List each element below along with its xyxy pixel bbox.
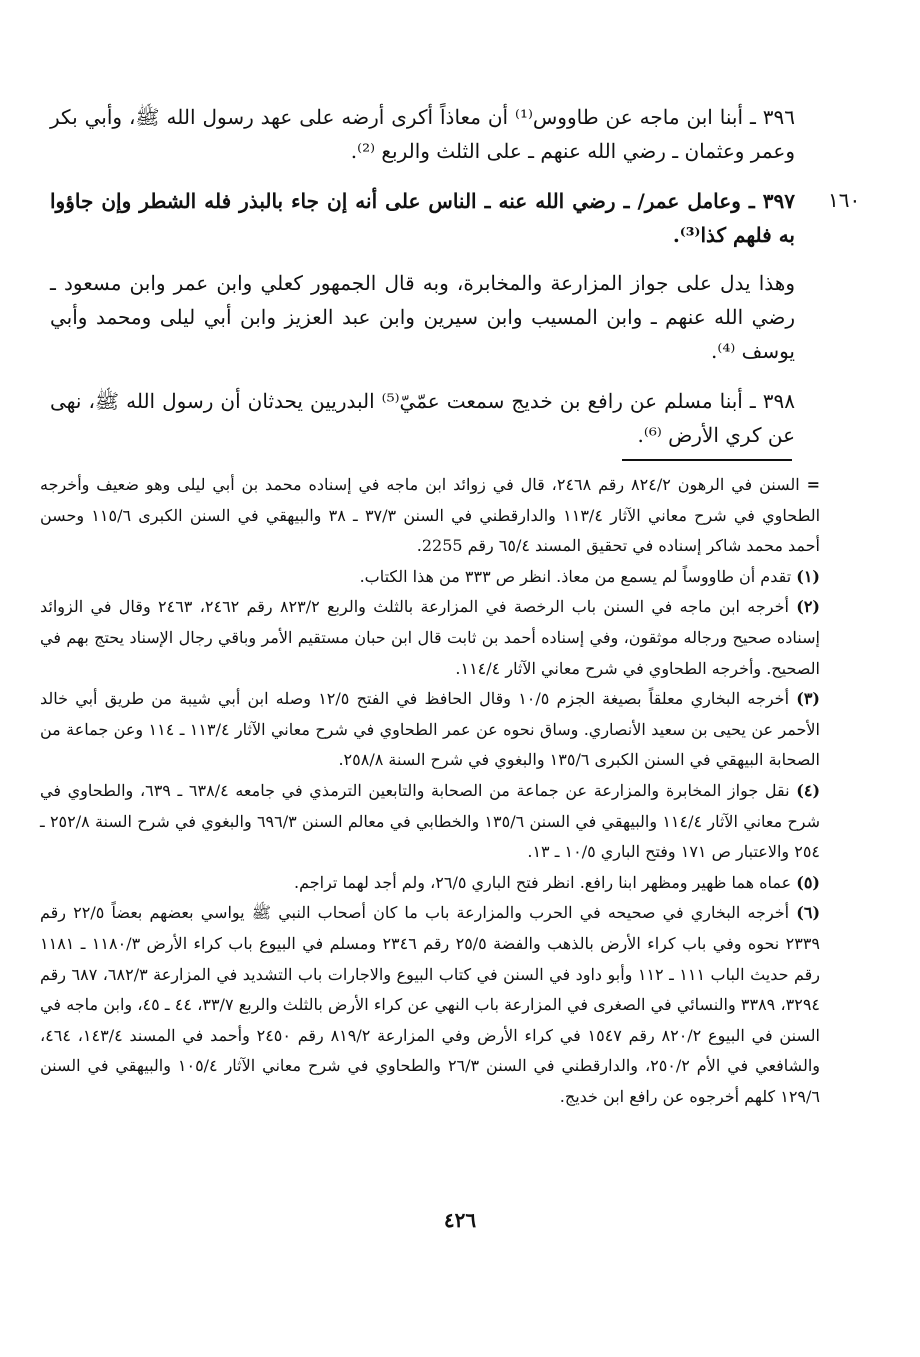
footnote-continued xyxy=(40,470,820,562)
footnote-marker: (٤) xyxy=(796,780,821,800)
footnote-marker: (٦) xyxy=(796,903,821,923)
paragraph-396: ٣٩٦ ـ أبنا ابن ماجه عن طاووس⁽¹⁾ أن معاذاً أكرى أرضه على عهد رسول الله ﷺ، وأبي بكر وعمر وعثمان ـ رضي الله عنهم ـ على الثلث والربع ⁽²⁾. xyxy=(50,105,795,163)
paragraph-397: ٣٩٧ ـ وعامل عمر/ ـ رضي الله عنه ـ الناس على أنه إن جاء بالبذر فله الشطر وإن جاؤوا به فلهم كذا⁽³⁾. xyxy=(50,189,796,247)
footnote-text: أخرجه ابن ماجه في السنن باب الرخصة في المزارعة بالثلث والربع ٨٢٣/٢ رقم ٢٤٦٢، ٢٤٦٣ وقال في الزوائد إسناده صحيح ورجاله موثقون، وفي إسناده أحمد بن ثابت قال ابن حبان مستقيم الأمر وباقي رجال الإسناد يحتج بهم في الصحيح. وأخرجه الطحاوي في شرح معاني الآثار ١١٤/٤. xyxy=(40,597,820,678)
footnote-text: أخرجه البخاري معلقاً بصيغة الجزم ١٠/٥ وقال الحافظ في الفتح ١٢/٥ وصله ابن أبي شيبة من طريق أبي خالد الأحمر عن يحيى بن سعيد الأنصاري. وساق نحوه عن عمر الطحاوي في شرح معاني الآثار ١١٣/٤ ـ ١١٤ وعن جماعة من الصحابة البيهقي في السنن الكبرى ١٣٥/٦ والبغوي في شرح السنة ٢٥٨/٨. xyxy=(40,689,820,770)
paragraph-commentary: وهذا يدل على جواز المزارعة والمخابرة، وبه قال الجمهور كعلي وابن عمر وابن مسعود ـ رضي الله عنهم ـ وابن المسيب وابن سيرين وابن عبد العزيز وابن أبي ليلى ومحمد وأبي يوسف ⁽⁴⁾. xyxy=(50,271,795,363)
footnote-marker: (٢) xyxy=(796,597,820,617)
footnote-2 xyxy=(40,592,820,684)
footnote-text: أخرجه البخاري في صحيحه في الحرب والمزارعة باب ما كان أصحاب النبي ﷺ يواسي بعضهم بعضاً ٢٢/٥ رقم ٢٣٣٩ نحوه وفي باب كراء الأرض بالذهب والفضة ٢٥/٥ رقم ٢٣٤٦ ومسلم في البيوع باب كراء الأرض ١١٨٠/٣ ـ ١١٨١ رقم حديث الباب ١١١ ـ ١١٢ وأبو داود في السنن في كتاب البيوع والاجارات باب التشديد في المزارعة ٦٨٢/٣، ٦٨٧ رقم ٣٢٩٤، ٣٣٨٩ والنسائي في الصغرى في المزارعة باب النهي عن كراء الأرض بالثلث والربع ٣٣/٧، ٤٤ ـ ٤٥، وابن ماجه في السنن في البيوع ٨٢٠/٢ رقم ١٥٤٧ في كراء الأرض وفي المزارعة ٨١٩/٢ رقم ٢٤٥٠ وأحمد في المسند ١٤٣/٤، ٤٦٤، والشافعي في الأم ٢٥٠/٢، والدارقطني في السنن ٢٦/٣ والطحاوي في شرح معاني الآثار ١٠٥/٤ والبيهقي في السنن ١٢٩/٦ كلهم أخرجوه عن رافع ابن خديج. xyxy=(40,903,821,1106)
paragraph-398: ٣٩٨ ـ أبنا مسلم عن رافع بن خديج سمعت عمّيّ⁽⁵⁾ البدريين يحدثان أن رسول الله ﷺ، نهى عن كري الأرض ⁽⁶⁾. xyxy=(50,389,795,447)
margin-page-reference: ١٦٠ xyxy=(828,188,861,212)
footnote-separator xyxy=(622,459,792,461)
footnote-1 xyxy=(40,562,820,593)
footnote-text: عماه هما ظهير ومظهر ابنا رافع. انظر فتح الباري ٢٦/٥، ولم أجد لهما تراجم. xyxy=(294,872,792,892)
footnotes xyxy=(40,470,820,1112)
footnote-3 xyxy=(40,684,820,776)
footnote-marker: (٣) xyxy=(796,689,820,709)
footnote-text: السنن في الرهون ٨٢٤/٢ رقم ٢٤٦٨، قال في زوائد ابن ماجه في إسناده محمد بن أبي ليلى وهو ضعيف وأخرجه الطحاوي في شرح معاني الآثار ١١٣/٤ والدارقطني في السنن ٣٧/٣ ـ ٣٨ والبيهقي في السنن الكبرى ١١٥/٦ وحسن أحمد محمد شاكر إسناده في تحقيق المسند ٦٥/٤ رقم 2255. xyxy=(40,475,821,556)
footnote-text: نقل جواز المخابرة والمزارعة عن جماعة من الصحابة والتابعين الترمذي في جامعه ٦٣٨/٤ ـ ٦٣٩، والطحاوي في شرح معاني الآثار ١١٤/٤ والبيهقي في السنن ١٣٥/٦ والخطابي في معالم السنن ٦٩٦/٣ والبغوي في شرح السنة ٢٥٢/٨ ـ ٢٥٤ والاعتبار ص ١٧١ وفتح الباري ١٠/٥ ـ ١٣. xyxy=(40,780,821,862)
footnote-4 xyxy=(40,776,820,868)
footnote-5 xyxy=(40,868,820,899)
footnote-marker: (١) xyxy=(796,566,820,586)
footnote-text: تقدم أن طاووساً لم يسمع من معاذ. انظر ص ٣٣٣ من هذا الكتاب. xyxy=(359,566,792,586)
footnote-marker: (٥) xyxy=(796,872,820,892)
footnote-6 xyxy=(40,898,820,1112)
footnote-marker: = xyxy=(806,475,820,494)
page-number: ٤٢٦ xyxy=(443,1208,477,1232)
